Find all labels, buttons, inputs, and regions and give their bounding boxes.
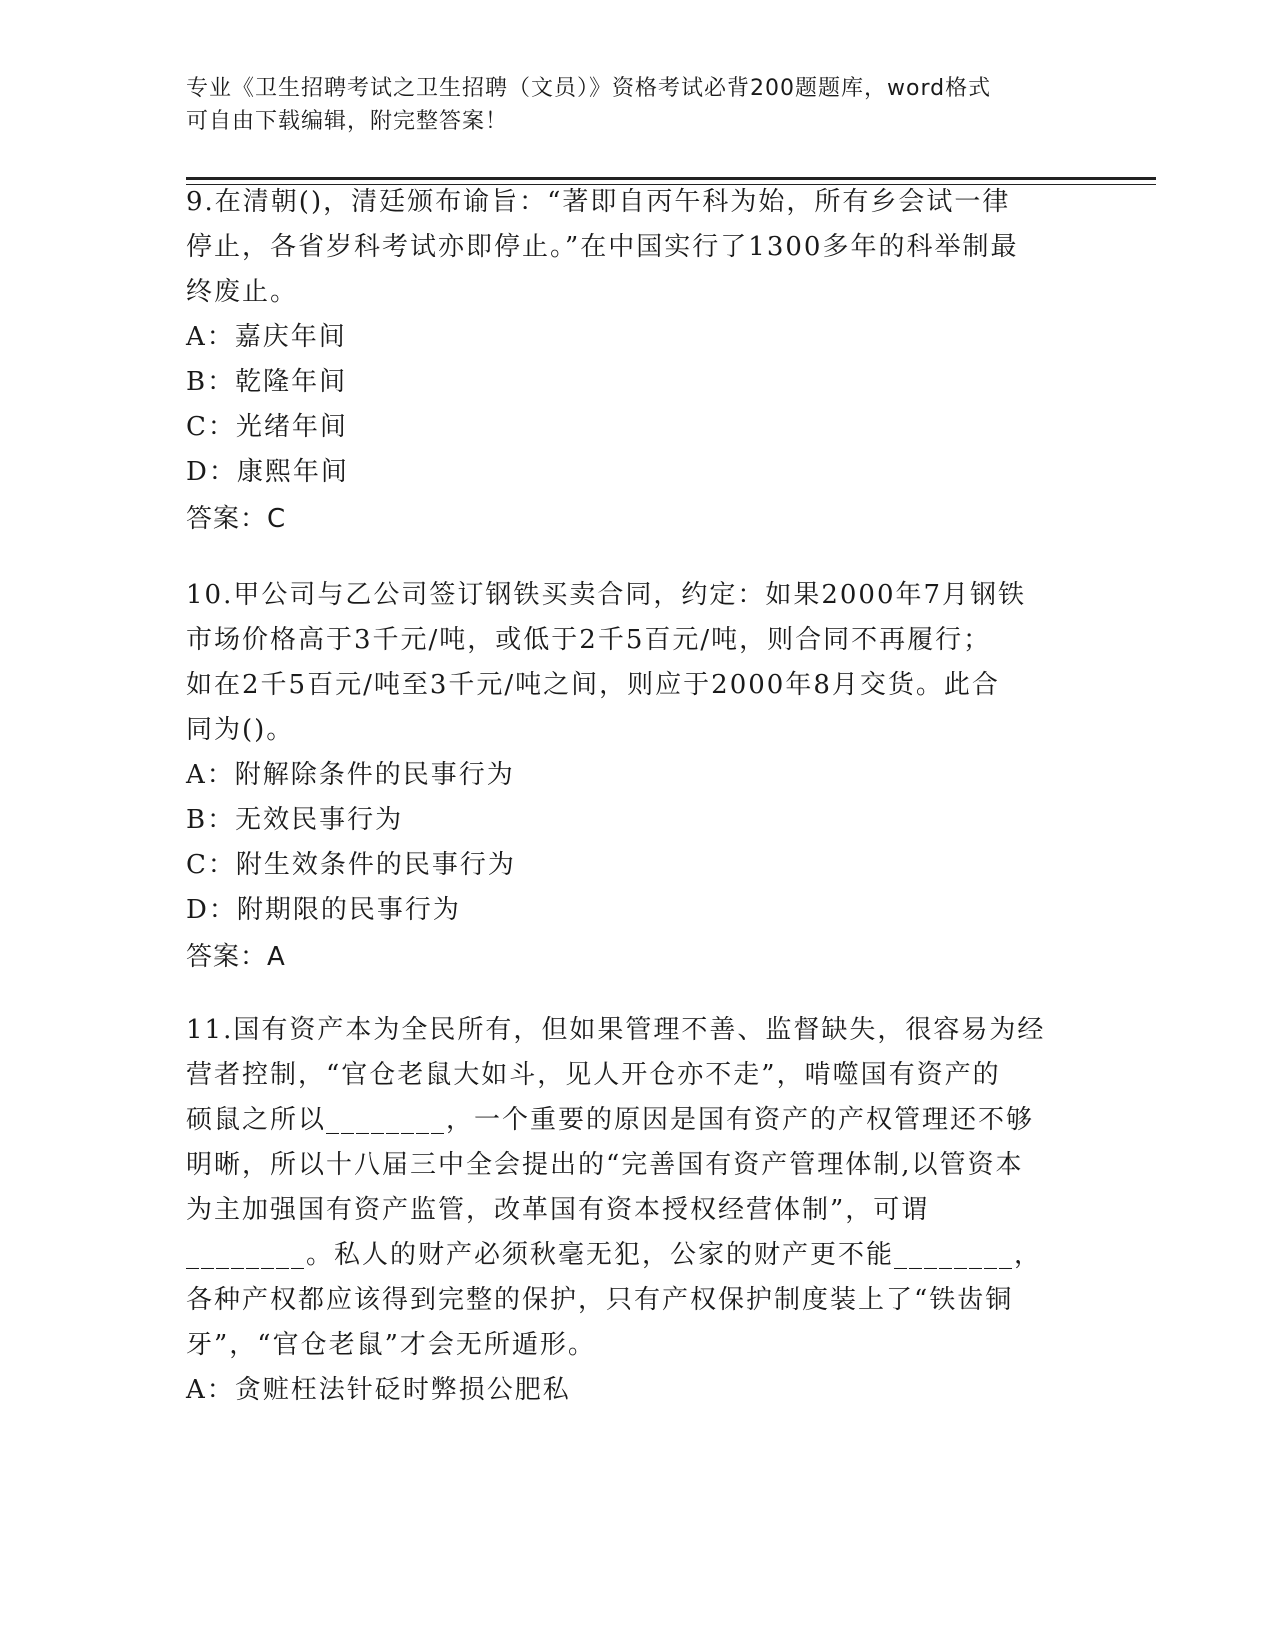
stem-line: 11.国有资产本为全民所有，但如果管理不善、监督缺失，很容易为经 [186,1015,1046,1045]
question-stem [186,1008,1076,1368]
option-d: D：康熙年间 [186,457,349,487]
option-a: A：贪赃枉法针砭时弊损公肥私 [186,1375,571,1405]
document-header [186,72,1086,138]
answer-label: 答案：C [186,504,287,534]
option-c: C：光绪年间 [186,412,348,442]
stem-line: 明晰，所以十八届三中全会提出的“完善国有资产管理体制,以管资本 [186,1150,1024,1180]
stem-line: 同为()。 [186,715,295,745]
option-b: B：乾隆年间 [186,367,348,397]
stem-line: 停止，各省岁科考试亦即停止。”在中国实行了1300多年的科举制最 [186,232,1019,262]
stem-line: 营者控制，“官仓老鼠大如斗，见人开仓亦不走”，啃噬国有资产的 [186,1060,1001,1090]
header-line-1: 专业《卫生招聘考试之卫生招聘（文员）》资格考试必背200题题库，word格式 [186,76,992,101]
question-10 [186,573,1076,980]
option-b: B：无效民事行为 [186,805,404,835]
option-d: D：附期限的民事行为 [186,895,461,925]
header-line-2: 可自由下载编辑，附完整答案！ [186,109,509,134]
option-a: A：嘉庆年间 [186,322,347,352]
stem-line: 牙”，“官仓老鼠”才会无所遁形。 [186,1330,596,1360]
option-a: A：附解除条件的民事行为 [186,760,515,790]
question-9 [186,180,1076,542]
answer-label: 答案：A [186,942,286,972]
question-stem [186,180,1076,315]
stem-line: 硕鼠之所以________，一个重要的原因是国有资产的产权管理还不够 [186,1105,1035,1135]
question-stem [186,573,1076,753]
stem-line: 10.甲公司与乙公司签订钢铁买卖合同，约定：如果2000年7月钢铁 [186,580,1027,610]
question-11 [186,1008,1076,1413]
stem-line: 9.在清朝()，清廷颁布谕旨：“著即自丙午科为始，所有乡会试一律 [186,187,1011,217]
stem-line: 市场价格高于3千元/吨，或低于2千5百元/吨，则合同不再履行； [186,625,992,655]
stem-line: 终废止。 [186,277,299,307]
option-c: C：附生效条件的民事行为 [186,850,516,880]
stem-line: 如在2千5百元/吨至3千元/吨之间，则应于2000年8月交货。此合 [186,670,1000,700]
stem-line: 为主加强国有资产监管，改革国有资本授权经营体制”，可谓 [186,1195,930,1225]
stem-line: ________。私人的财产必须秋毫无犯，公家的财产更不能________， [186,1240,1043,1270]
stem-line: 各种产权都应该得到完整的保护，只有产权保护制度装上了“铁齿铜 [186,1285,1014,1315]
